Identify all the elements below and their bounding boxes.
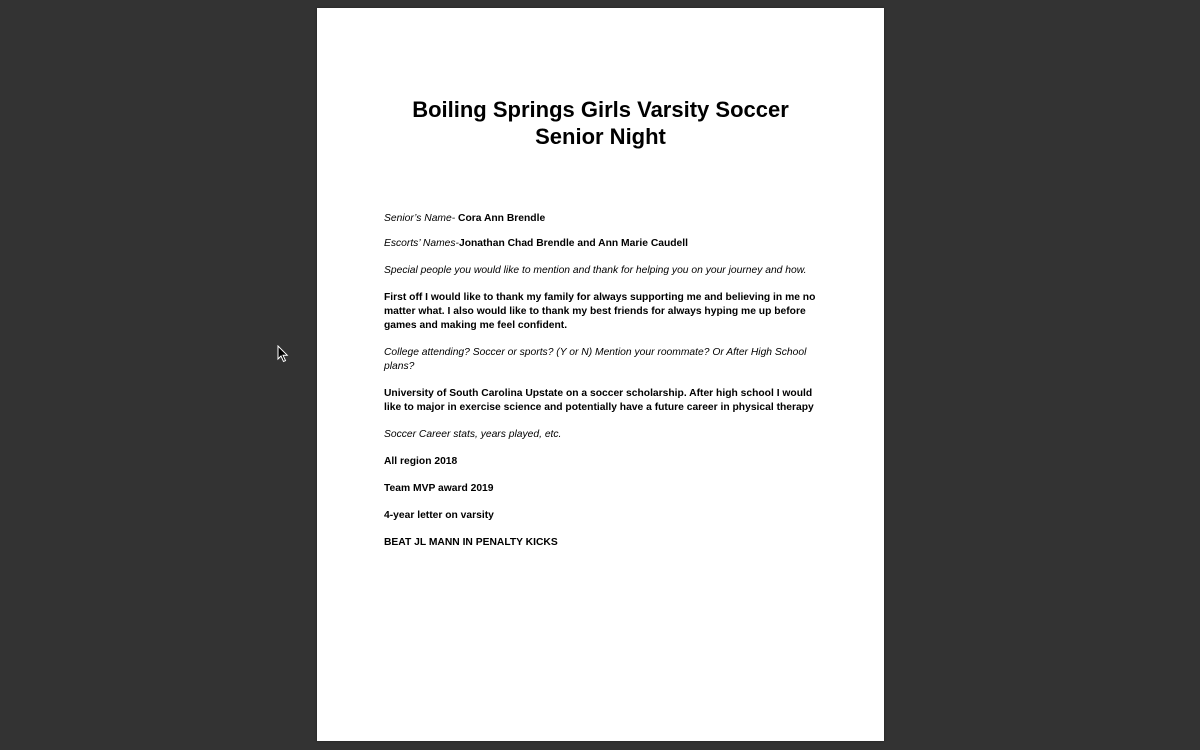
title-line-2: Senior Night bbox=[535, 124, 666, 149]
escorts-line bbox=[384, 237, 824, 251]
special-people-prompt: Special people you would like to mention and thank for helping you on your journey and how. bbox=[384, 265, 807, 276]
senior-name-label: Senior’s Name- bbox=[384, 213, 459, 224]
page-title bbox=[317, 96, 884, 150]
title-line-1: Boiling Springs Girls Varsity Soccer bbox=[412, 97, 789, 122]
mouse-pointer-icon bbox=[277, 345, 289, 363]
document-page[interactable] bbox=[317, 8, 884, 741]
escorts-label: Escorts’ Names- bbox=[384, 238, 459, 249]
escorts-value: Jonathan Chad Brendle and Ann Marie Caudell bbox=[458, 238, 689, 249]
senior-name-line bbox=[384, 212, 824, 226]
stats-item: Team MVP award 2019 bbox=[384, 483, 494, 494]
stats-item: 4-year letter on varsity bbox=[384, 510, 494, 521]
stats-item: BEAT JL MANN IN PENALTY KICKS bbox=[384, 537, 558, 548]
special-people-answer: First off I would like to thank my family for always supporting me and believing in me no matter what. I also would like to thank my best friends for always hyping me up before games and making me feel confident. bbox=[384, 292, 816, 331]
stats-prompt: Soccer Career stats, years played, etc. bbox=[384, 429, 562, 440]
college-answer: University of South Carolina Upstate on a soccer scholarship. After high school I would like to major in exercise science and potentially have a future career in physical therapy bbox=[384, 388, 814, 413]
college-prompt: College attending? Soccer or sports? (Y or N) Mention your roommate? Or After High School plans? bbox=[384, 347, 807, 372]
senior-name-value: Cora Ann Brendle bbox=[458, 213, 546, 224]
stats-item: All region 2018 bbox=[384, 456, 458, 467]
